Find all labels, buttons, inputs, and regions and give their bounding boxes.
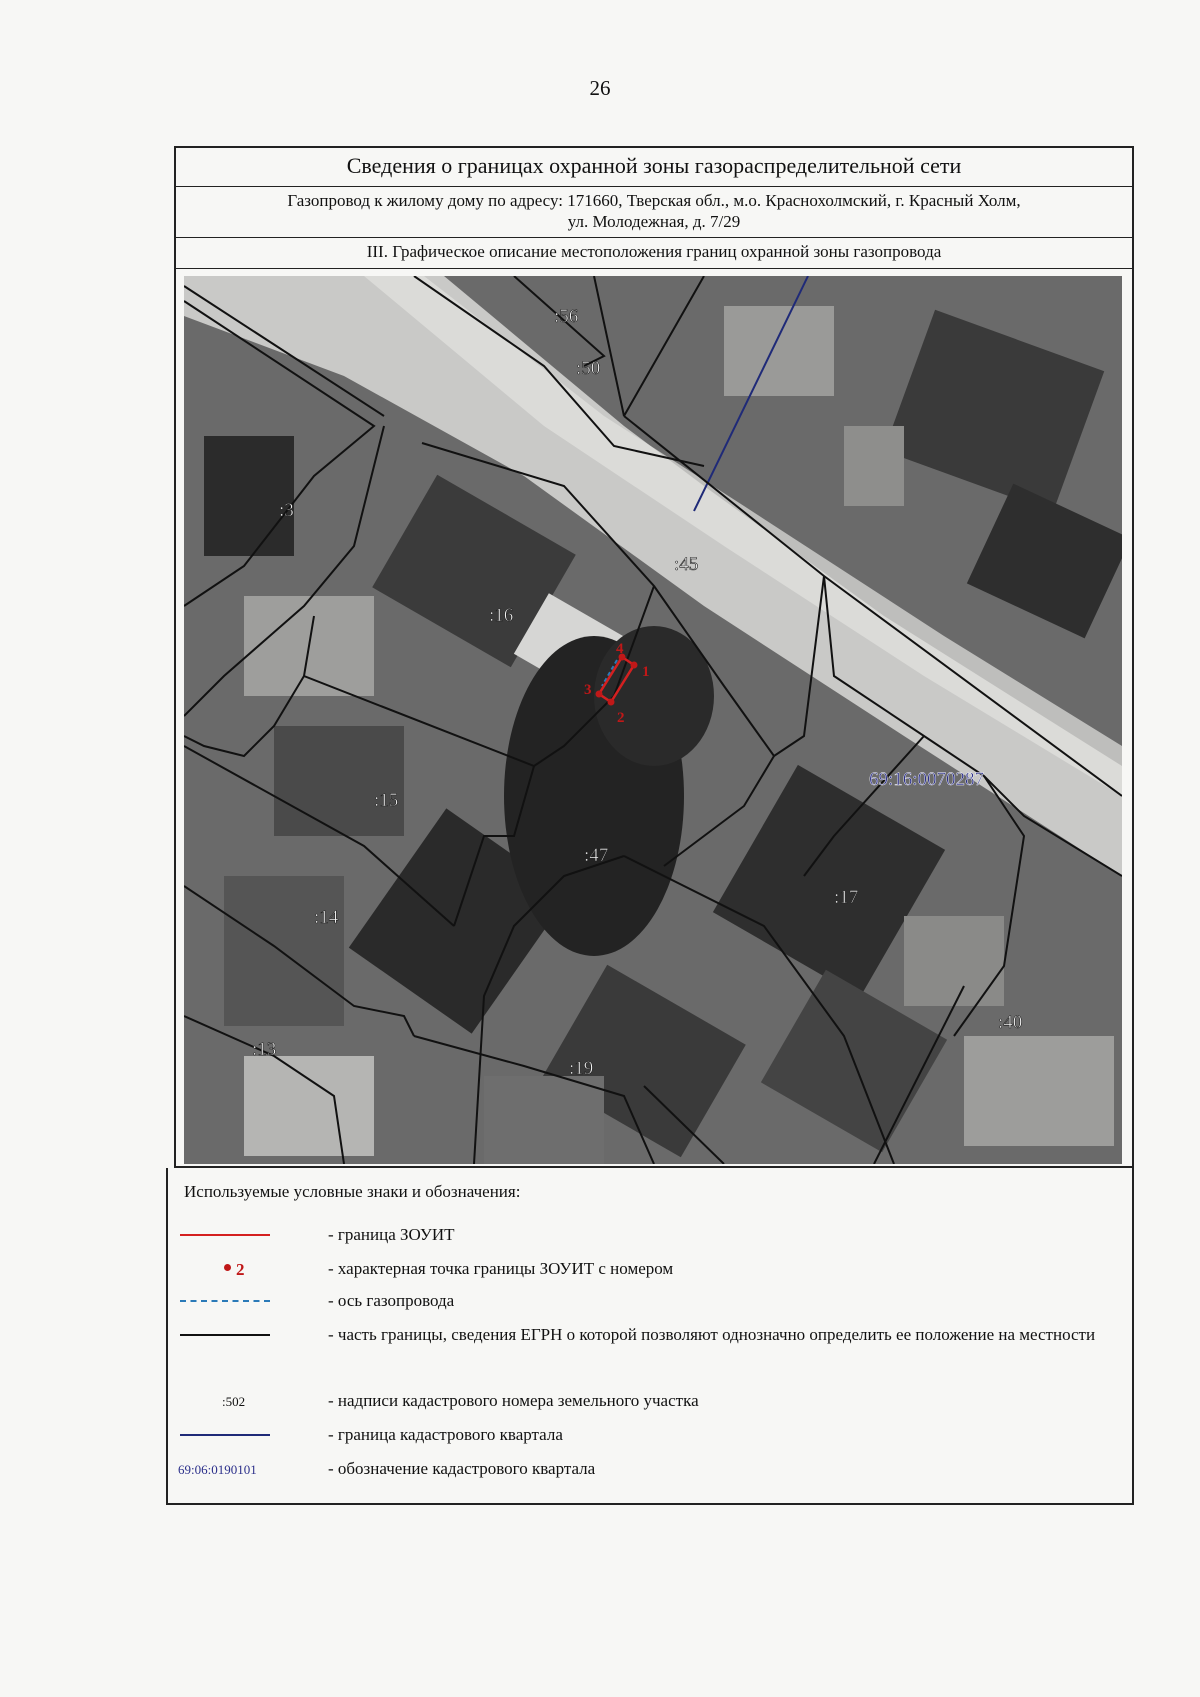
quarter-label-symbol: 69:06:0190101 bbox=[178, 1462, 257, 1477]
legend-text: - ось газопровода bbox=[328, 1291, 455, 1310]
parcel-boundary-symbol bbox=[180, 1334, 270, 1336]
legend-item-quarter-label bbox=[168, 1458, 1128, 1484]
legend-text: - характерная точка границы ЗОУИТ с номером bbox=[328, 1259, 674, 1278]
parcel-label-14: :14 bbox=[314, 907, 339, 928]
legend-text: - надписи кадастрового номера земельного участка bbox=[328, 1391, 699, 1410]
legend-item-quarter-boundary bbox=[168, 1424, 1128, 1450]
parcel-label-56: :56 bbox=[554, 306, 579, 327]
section-title: III. Графическое описание местоположения границ охранной зоны газопровода bbox=[176, 238, 1132, 269]
legend-item-point bbox=[168, 1258, 1128, 1284]
info-table bbox=[174, 146, 1134, 1168]
legend-title: Используемые условные знаки и обозначения: bbox=[184, 1182, 521, 1201]
legend-text: - обозначение кадастрового квартала bbox=[328, 1459, 596, 1478]
quarter-boundary-symbol bbox=[180, 1434, 270, 1436]
zouit-boundary-symbol bbox=[180, 1234, 270, 1236]
legend bbox=[166, 1168, 1134, 1505]
legend-item-parcel-boundary bbox=[168, 1324, 1128, 1372]
page-number: 26 bbox=[589, 76, 611, 100]
point-symbol-dot bbox=[224, 1264, 231, 1271]
point-4-label: 4 bbox=[616, 641, 624, 657]
parcel-label-40: :40 bbox=[998, 1012, 1023, 1033]
point-1-label: 1 bbox=[642, 664, 650, 680]
address-line-1: Газопровод к жилому дому по адресу: 171660, Тверская обл., м.о. Краснохолмский, г. Красный Холм, bbox=[287, 191, 1021, 210]
point-2-label: 2 bbox=[617, 710, 625, 726]
parcel-label-3: :3 bbox=[279, 500, 294, 521]
quarter-label: 69:16:0070287 bbox=[869, 769, 985, 790]
parcel-label-50: :50 bbox=[576, 358, 601, 379]
point-symbol-label: 2 bbox=[236, 1260, 245, 1279]
cadastral-map[interactable] bbox=[184, 276, 1122, 1164]
parcel-label-19: :19 bbox=[569, 1058, 594, 1079]
legend-item-gas-axis bbox=[168, 1290, 1128, 1316]
parcel-label-15: :15 bbox=[374, 790, 399, 811]
parcel-label-47: :47 bbox=[584, 845, 609, 866]
parcel-label-symbol: :502 bbox=[222, 1394, 246, 1409]
parcel-label-45: :45 bbox=[674, 554, 699, 575]
gas-axis-symbol bbox=[180, 1300, 270, 1302]
point-3-label: 3 bbox=[584, 682, 592, 698]
legend-text: - граница ЗОУИТ bbox=[328, 1225, 455, 1244]
parcel-label-13: :13 bbox=[252, 1039, 277, 1060]
legend-text: - часть границы, сведения ЕГРН о которой позволяют однозначно определить ее положение на местности bbox=[328, 1325, 1096, 1344]
point-3-marker bbox=[596, 691, 603, 698]
parcel-label-17: :17 bbox=[834, 887, 859, 908]
legend-text: - граница кадастрового квартала bbox=[328, 1425, 563, 1444]
table-title: Сведения о границах охранной зоны газораспределительной сети bbox=[176, 148, 1132, 187]
address-line-2: ул. Молодежная, д. 7/29 bbox=[567, 212, 741, 231]
point-2-marker bbox=[608, 699, 615, 706]
point-1-marker bbox=[631, 662, 638, 669]
legend-item-zouit-boundary bbox=[168, 1224, 1128, 1250]
parcel-label-16: :16 bbox=[489, 605, 514, 626]
object-address bbox=[176, 186, 1132, 238]
legend-item-parcel-label bbox=[168, 1390, 1128, 1416]
